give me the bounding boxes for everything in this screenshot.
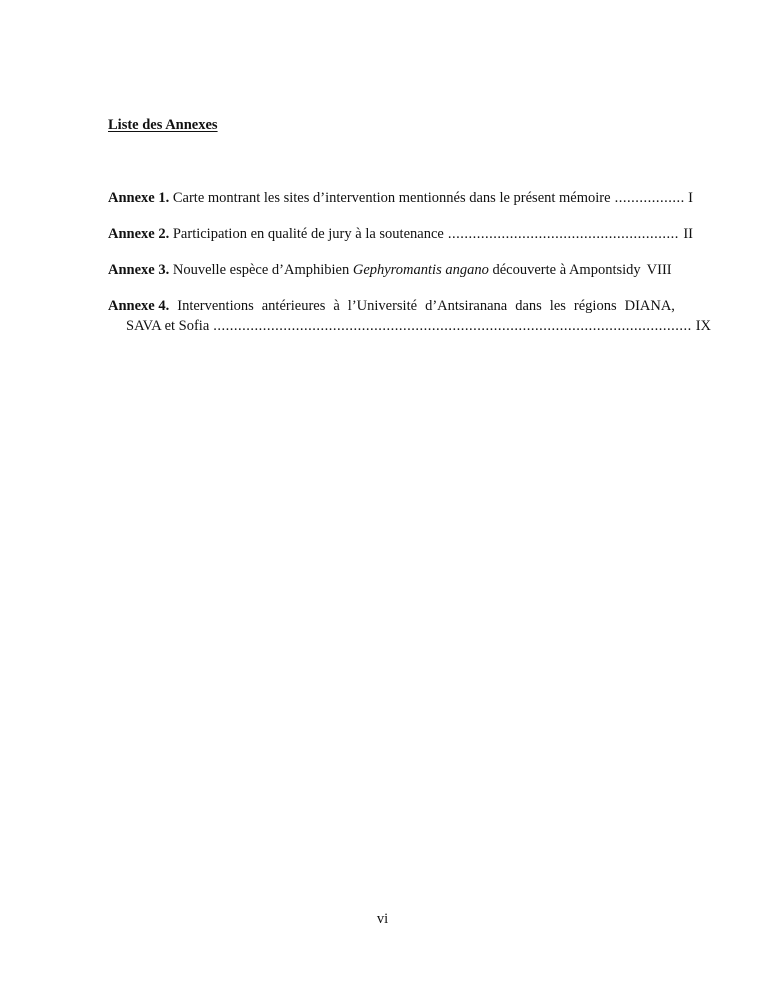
- annex-title-word: Interventions: [177, 298, 254, 314]
- page-number: vi: [376, 911, 389, 927]
- dot-leader: [615, 188, 685, 208]
- annex-label: Annexe 1.: [108, 190, 170, 206]
- annex-label: Annexe 3.: [108, 262, 170, 278]
- annex-title-word: d’Antsiranana: [425, 298, 508, 314]
- annex-entry-3[interactable]: [108, 260, 693, 280]
- annex-title-end: découverte à Ampontsidy: [492, 262, 641, 278]
- annex-entry-1[interactable]: [108, 188, 693, 208]
- annex-title-word: à: [333, 298, 340, 314]
- annex-page-number: I: [688, 190, 693, 206]
- dot-leader: [448, 224, 680, 244]
- annex-title-word: DIANA,: [624, 298, 675, 314]
- annex-title: Participation en qualité de jury à la soutenance: [172, 226, 444, 242]
- annex-label: Annexe 4.: [108, 298, 170, 314]
- annex-page-number: IX: [695, 318, 711, 334]
- annex-title-word: régions: [573, 298, 617, 314]
- species-name: Gephyromantis angano: [352, 262, 489, 278]
- annex-title-start: Nouvelle espèce d’Amphibien: [172, 262, 350, 278]
- list-heading: Liste des Annexes: [108, 117, 218, 133]
- annex-page-number: VIII: [646, 262, 672, 278]
- annex-title: Carte montrant les sites d’intervention mentionnés dans le présent mémoire: [172, 190, 611, 206]
- annex-title-word: antérieures: [261, 298, 326, 314]
- annex-title-word: l’Université: [347, 298, 418, 314]
- annex-title-word: dans: [515, 298, 542, 314]
- annex-entry-2[interactable]: [108, 224, 693, 244]
- annex-title-word: les: [549, 298, 566, 314]
- annex-label: Annexe 2.: [108, 226, 170, 242]
- annex-entry-4[interactable]: [108, 296, 711, 336]
- annex-title-continuation: SAVA et Sofia: [126, 318, 210, 334]
- annex-list: [108, 188, 711, 352]
- dot-leader: [213, 316, 691, 336]
- annex-page-number: II: [683, 226, 693, 242]
